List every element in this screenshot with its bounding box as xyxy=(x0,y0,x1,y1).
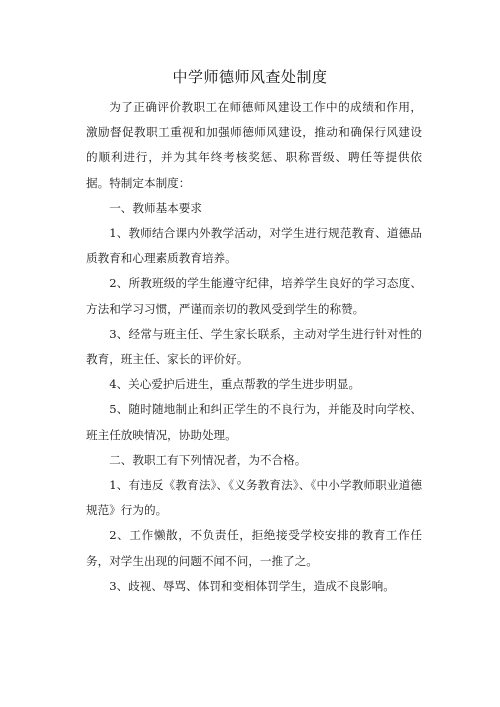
list-item: 5、随时随地制止和纠正学生的不良行为，并能及时向学校、班主任放映情况，协助处理。 xyxy=(86,402,422,442)
list-item: 3、经常与班主任、学生家长联系，主动对学生进行针对性的教育，班主任、家长的评价好。 xyxy=(86,326,422,367)
list-item: 4、关心爱护后进生，重点帮教的学生进步明显。 xyxy=(109,377,361,392)
document-body xyxy=(86,95,422,599)
section-heading-2: 二、教职工有下列情况者，为不合格。 xyxy=(109,452,307,467)
list-item: 2、工作懒散，不负责任，拒绝接受学校安排的教育工作任务，对学生出现的问题不闻不问，一推了之。 xyxy=(86,528,422,568)
section-heading-1: 一、教师基本要求 xyxy=(109,200,202,215)
paragraph-intro: 为了正确评价教职工在师德师风建设工作中的成绩和作用，激励督促教职工重视和加强师德师风建设，推动和确保行风建设的顺利进行，并为其年终考核奖惩、职称晋级、聘任等提供依据。特制定本制度： xyxy=(86,100,422,190)
list-item: 3、歧视、辱骂、体罚和变相体罚学生，造成不良影响。 xyxy=(109,578,395,593)
list-item: 1、教师结合课内外教学活动，对学生进行规范教育、道德品质教育和心理素质教育培养。 xyxy=(86,226,422,266)
document-title: 中学师德师风查处制度 xyxy=(172,68,328,86)
list-item: 1、有违反《教育法》、《义务教育法》、《中小学教师职业道德规范》行为的。 xyxy=(86,478,422,518)
list-item: 2、所教班级的学生能遵守纪律，培养学生良好的学习态度、方法和学习习惯，严谨而亲切的教风受到学生的称赞。 xyxy=(86,276,422,316)
